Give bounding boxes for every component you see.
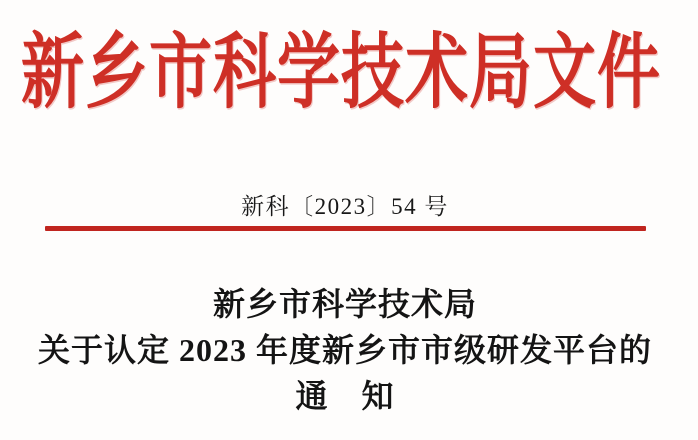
notice-title-block	[0, 281, 690, 419]
document-reference-number: 新科〔2023〕54 号	[241, 194, 449, 219]
red-divider-line	[45, 226, 646, 231]
notice-title-line1: 新乡市科学技术局	[212, 286, 477, 322]
notice-title-line3: 通 知	[295, 378, 395, 414]
document-masthead-title: 新乡市科学技术局文件	[21, 27, 661, 119]
notice-title-line2: 关于认定 2023 年度新乡市市级研发平台的	[37, 332, 652, 368]
